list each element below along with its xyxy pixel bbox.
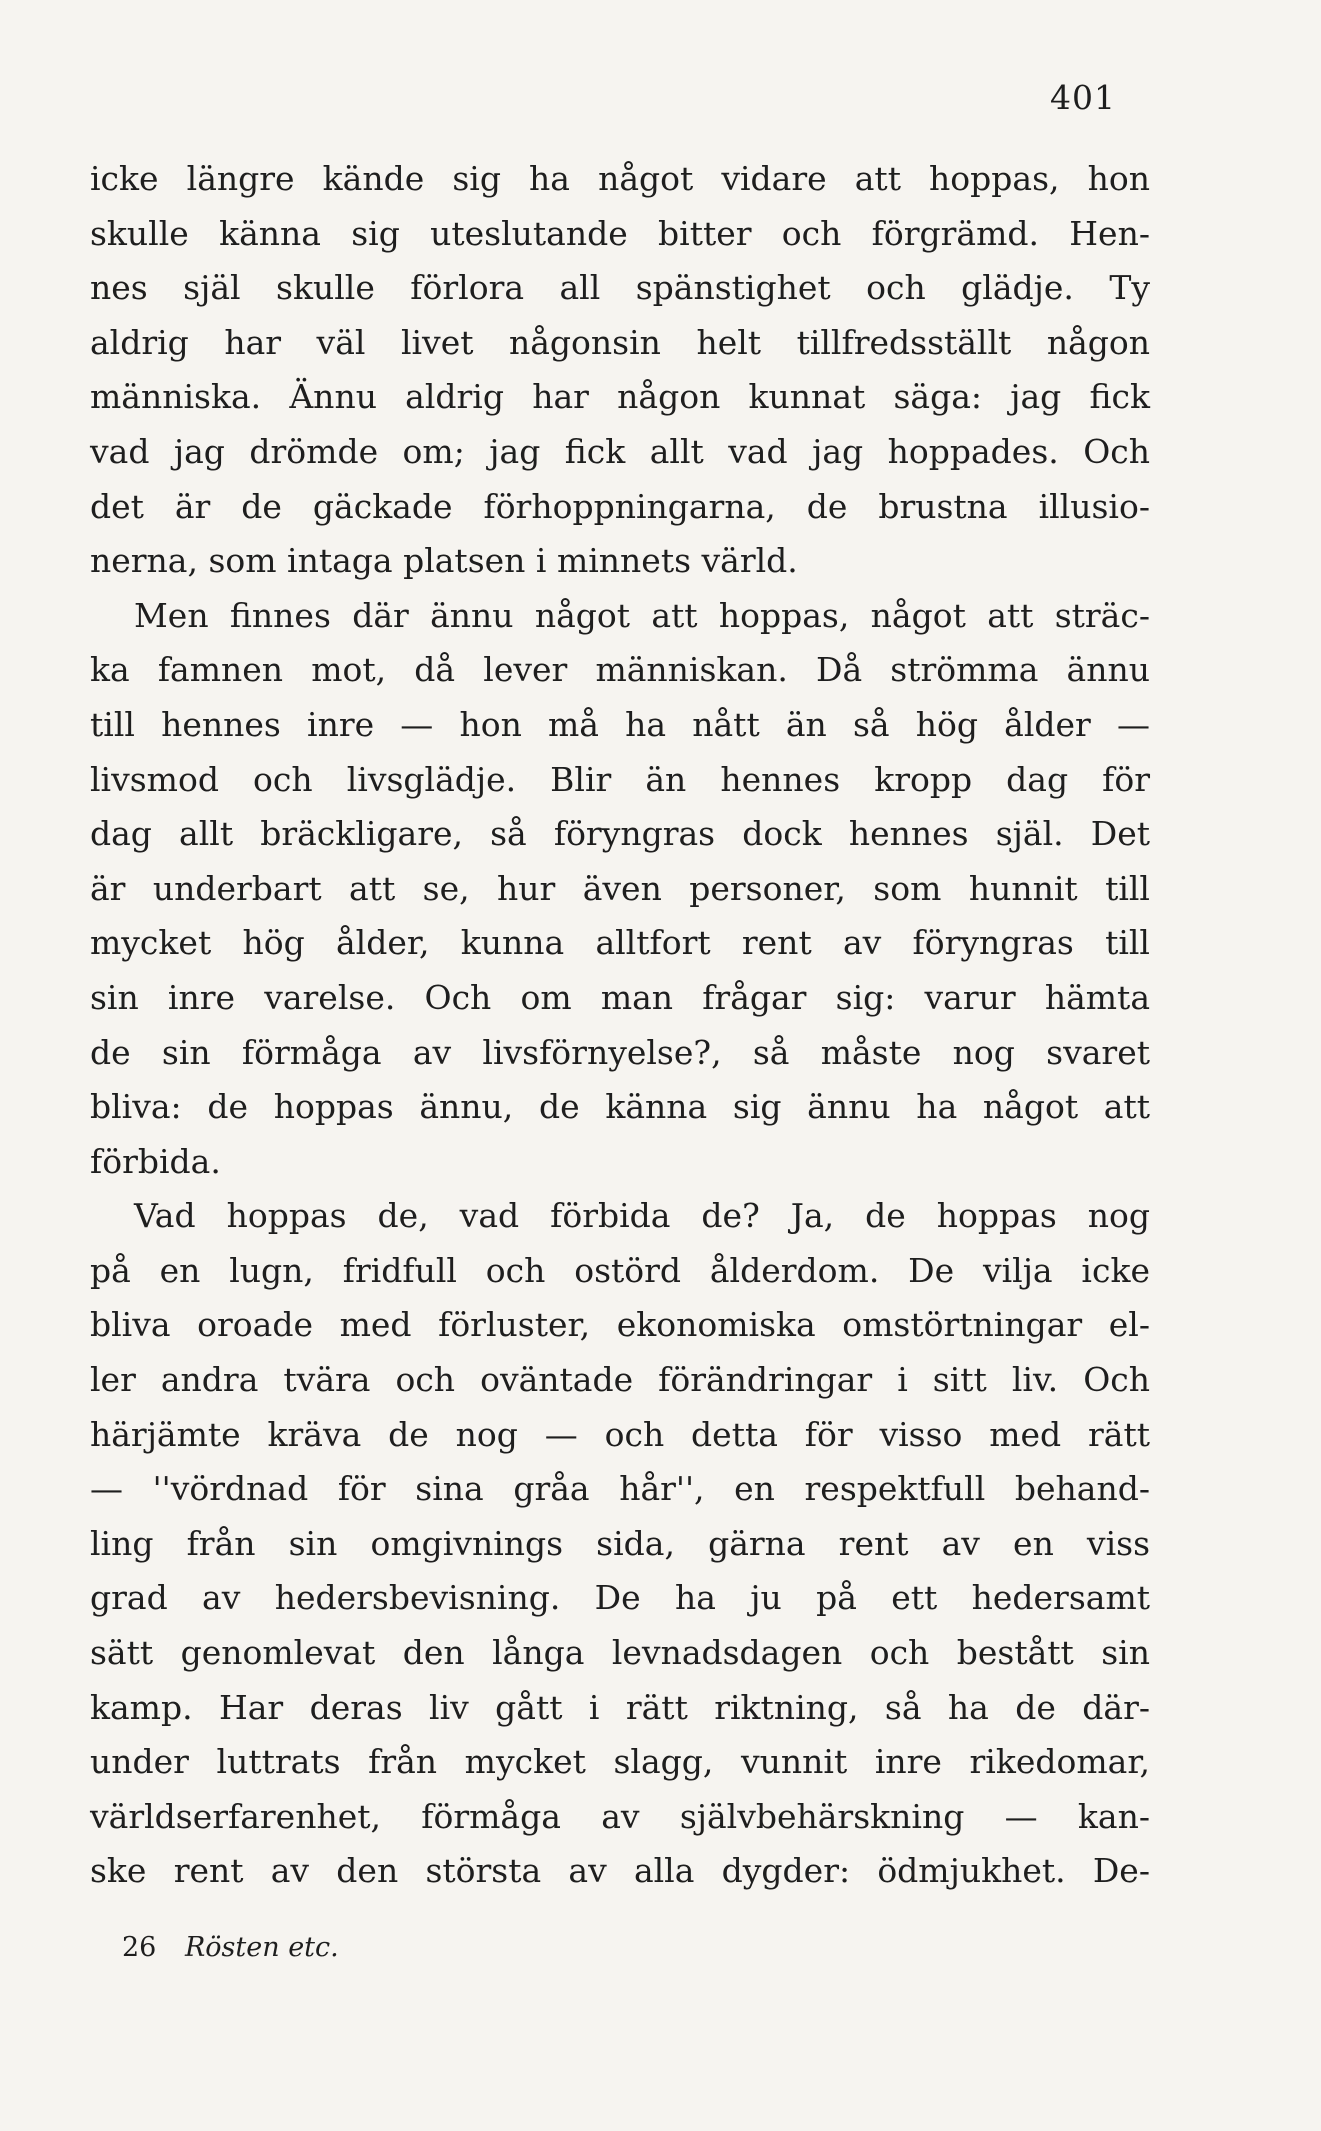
- text-line: aldrig har väl livet någonsin helt tillfredsställt någon: [90, 322, 1150, 362]
- text-line: är underbart att se, hur även personer, som hunnit till: [90, 868, 1150, 908]
- text-line: skulle känna sig uteslutande bitter och förgrämd. Hen-: [90, 213, 1150, 253]
- text-line: mycket hög ålder, kunna alltfort rent av föryngras till: [90, 923, 1150, 963]
- text-line: Vad hoppas de, vad förbida de? Ja, de hoppas nog: [134, 1196, 1150, 1236]
- text-line: icke längre kände sig ha något vidare att hoppas, hon: [90, 159, 1150, 198]
- text-line: härjämte kräva de nog — och detta för visso med rätt: [90, 1414, 1150, 1454]
- text-line: vad jag drömde om; jag fick allt vad jag hoppades. Och: [90, 431, 1150, 471]
- text-line: det är de gäckade förhoppningarna, de brustna illusio-: [90, 486, 1150, 526]
- text-line: livsmod och livsglädje. Blir än hennes kropp dag för: [90, 759, 1150, 799]
- text-line: förbida.: [90, 1141, 221, 1181]
- page-number: 401: [1050, 78, 1116, 117]
- text-line: ka famnen mot, då lever människan. Då strömma ännu: [90, 650, 1150, 690]
- text-line: bliva oroade med förluster, ekonomiska omstörtningar el-: [90, 1305, 1150, 1345]
- text-line: ske rent av den största av alla dygder: ödmjukhet. De-: [90, 1851, 1150, 1891]
- text-line: de sin förmåga av livsförnyelse?, så måste nog svaret: [90, 1032, 1150, 1072]
- text-line: världserfarenhet, förmåga av självbehärskning — kan-: [90, 1796, 1150, 1836]
- text-line: kamp. Har deras liv gått i rätt riktning, så ha de där-: [90, 1687, 1150, 1727]
- text-line: nes själ skulle förlora all spänstighet och glädje. Ty: [90, 268, 1150, 308]
- text-line: människa. Ännu aldrig har någon kunnat säga: jag fick: [90, 377, 1150, 417]
- signature-mark: 26: [122, 1932, 157, 1963]
- body-text: [90, 152, 1150, 1899]
- text-line: grad av hedersbevisning. De ha ju på ett hedersamt: [90, 1578, 1150, 1618]
- text-line: sätt genomlevat den långa levnadsdagen och bestått sin: [90, 1633, 1150, 1673]
- text-line: under luttrats från mycket slagg, vunnit inre rikedomar,: [90, 1742, 1150, 1782]
- text-line: Men finnes där ännu något att hoppas, något att sträc-: [134, 595, 1150, 635]
- text-line: till hennes inre — hon må ha nått än så hög ålder —: [90, 704, 1150, 744]
- text-line: bliva: de hoppas ännu, de känna sig ännu ha något att: [90, 1087, 1150, 1127]
- text-line: dag allt bräckligare, så föryngras dock hennes själ. Det: [90, 814, 1150, 854]
- signature-title: Rösten etc.: [184, 1932, 339, 1963]
- text-line: på en lugn, fridfull och ostörd ålderdom. De vilja icke: [90, 1250, 1150, 1290]
- text-line: sin inre varelse. Och om man frågar sig: varur hämta: [90, 977, 1150, 1017]
- printer-signature: [122, 1932, 339, 1963]
- text-line: — ''vördnad för sina gråa hår'', en respektfull behand-: [90, 1469, 1150, 1509]
- text-line: nerna, som intaga platsen i minnets värld.: [90, 541, 798, 581]
- text-line: ling från sin omgivnings sida, gärna rent av en viss: [90, 1523, 1150, 1563]
- text-line: ler andra tvära och oväntade förändringar i sitt liv. Och: [90, 1360, 1150, 1400]
